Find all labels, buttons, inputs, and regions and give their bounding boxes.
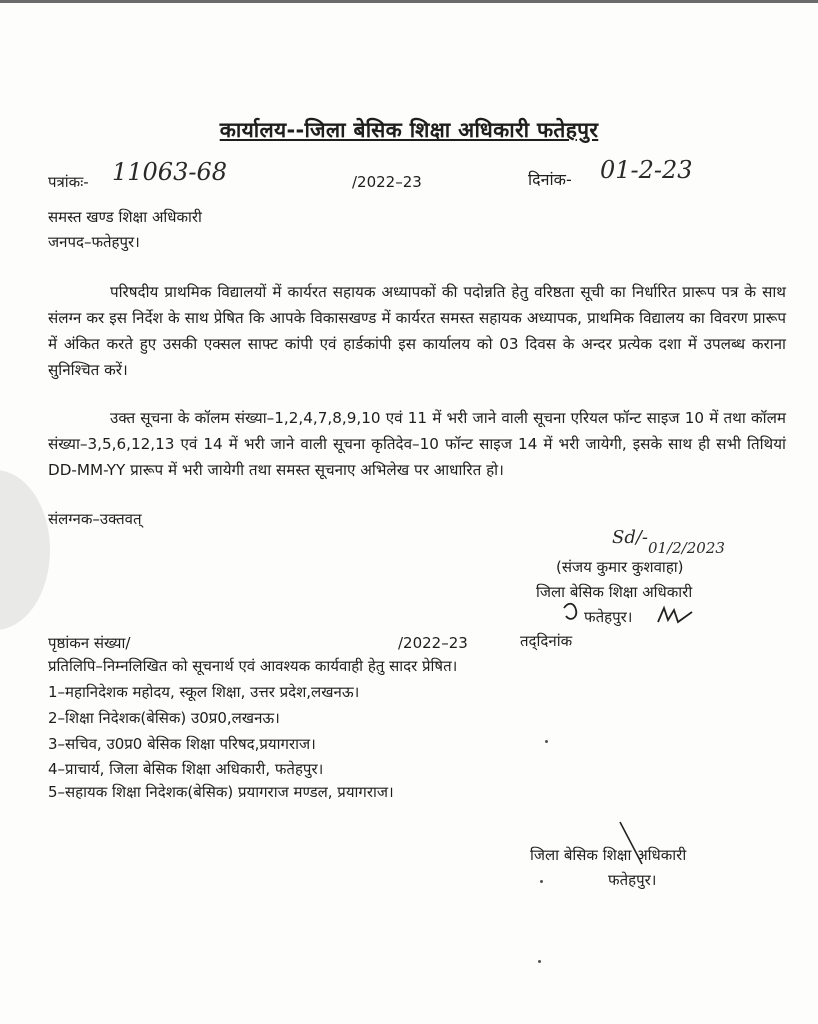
signature-scribble-icon	[560, 600, 700, 630]
ref-year: /2022–23	[352, 173, 422, 191]
dinank-value: 01-2-23	[600, 156, 693, 184]
list-item: 4–प्राचार्य, जिला बेसिक शिक्षा अधिकारी, फतेहपुर।	[48, 760, 324, 778]
office-title: कार्यालय--जिला बेसिक शिक्षा अधिकारी फतेहपुर	[219, 118, 599, 142]
endorsement-year: /2022–23	[398, 634, 468, 652]
enclosure-note: संलग्नक–उक्तवत्	[48, 510, 142, 528]
speck	[540, 880, 543, 883]
patrank-label: पत्रांकः-	[48, 173, 89, 191]
speck	[538, 960, 541, 963]
endorsement-date: तद्‌दिनांक	[520, 632, 573, 650]
list-item: 3–सचिव, उ0प्र0 बेसिक शिक्षा परिषद,प्रयागराज।	[48, 735, 316, 753]
officer-designation: जिला बेसिक शिक्षा अधिकारी	[536, 583, 693, 601]
body-paragraph-1: परिषदीय प्राथमिक विद्यालयों में कार्यरत सहायक अध्यापकों की पदोन्नति हेतु वरिष्ठता सूची का निर्धारित प्रारूप पत्र के साथ संलग्न कर इस निर्देश के साथ प्रेषित कि आपके विकासखण्ड में कार्यरत समस्त सहायक अध्यापक, प्राथमिक विद्यालय का विवरण प्रारूप में अंकित करते हुए उसकी एक्सल साफ्ट कांपी एवं हार्डकांपी इस कार्यालय को 03 दिवस के अन्दर प्रत्येक दशा में उपलब्ध कराना सुनिश्चित करें।	[48, 283, 786, 379]
dinank-label: दिनांक-	[528, 170, 572, 189]
body-paragraph-2: उक्त सूचना के कॉलम संख्या–1,2,4,7,8,9,10 एवं 11 में भरी जाने वाली सूचना एरियल फॉन्ट साइज 10 में तथा कॉलम संख्या–3,5,6,12,13 एवं 14 में भरी जाने वाली सूचना कृतिदेव–10 फॉन्ट साइज 14 में भरी जायेगी, इसके साथ ही सभी तिथियां DD-MM-YY प्रारूप में भरी जायेगी तथा समस्त सूचनाए अभिलेख पर आधारित हो।	[48, 409, 786, 479]
paper-shadow	[0, 470, 50, 630]
speck	[545, 740, 548, 743]
signature-initials: Sd/-	[612, 527, 648, 548]
copy-to-intro: प्रतिलिपि–निम्नलिखित को सूचनार्थ एवं आवश्यक कार्यवाही हेतु सादर प्रेषित।	[48, 657, 458, 675]
list-item: 2–शिक्षा निदेशक(बेसिक) उ0प्र0,लखनऊ।	[48, 709, 280, 727]
closing-place: फतेहपुर।	[608, 871, 657, 889]
addressee-line1: समस्त खण्ड शिक्षा अधिकारी	[48, 208, 202, 226]
endorsement-label: पृष्ठांकन संख्या/	[48, 634, 131, 652]
patrank-value: 11063-68	[112, 158, 227, 186]
list-item: 1–महानिदेशक महोदय, स्कूल शिक्षा, उत्तर प्रदेश,लखनऊ।	[48, 683, 360, 701]
signature-date: 01/2/2023	[648, 539, 725, 557]
officer-place: फतेहपुर।	[584, 608, 633, 626]
list-item: 5–सहायक शिक्षा निदेशक(बेसिक) प्रयागराज मण्डल, प्रयागराज।	[48, 783, 394, 801]
officer-name: (संजय कुमार कुशवाहा)	[556, 558, 684, 576]
top-border	[0, 0, 818, 3]
addressee-line2: जनपद–फतेहपुर।	[48, 233, 140, 251]
closing-designation: जिला बेसिक शिक्षा अधिकारी	[530, 846, 687, 864]
